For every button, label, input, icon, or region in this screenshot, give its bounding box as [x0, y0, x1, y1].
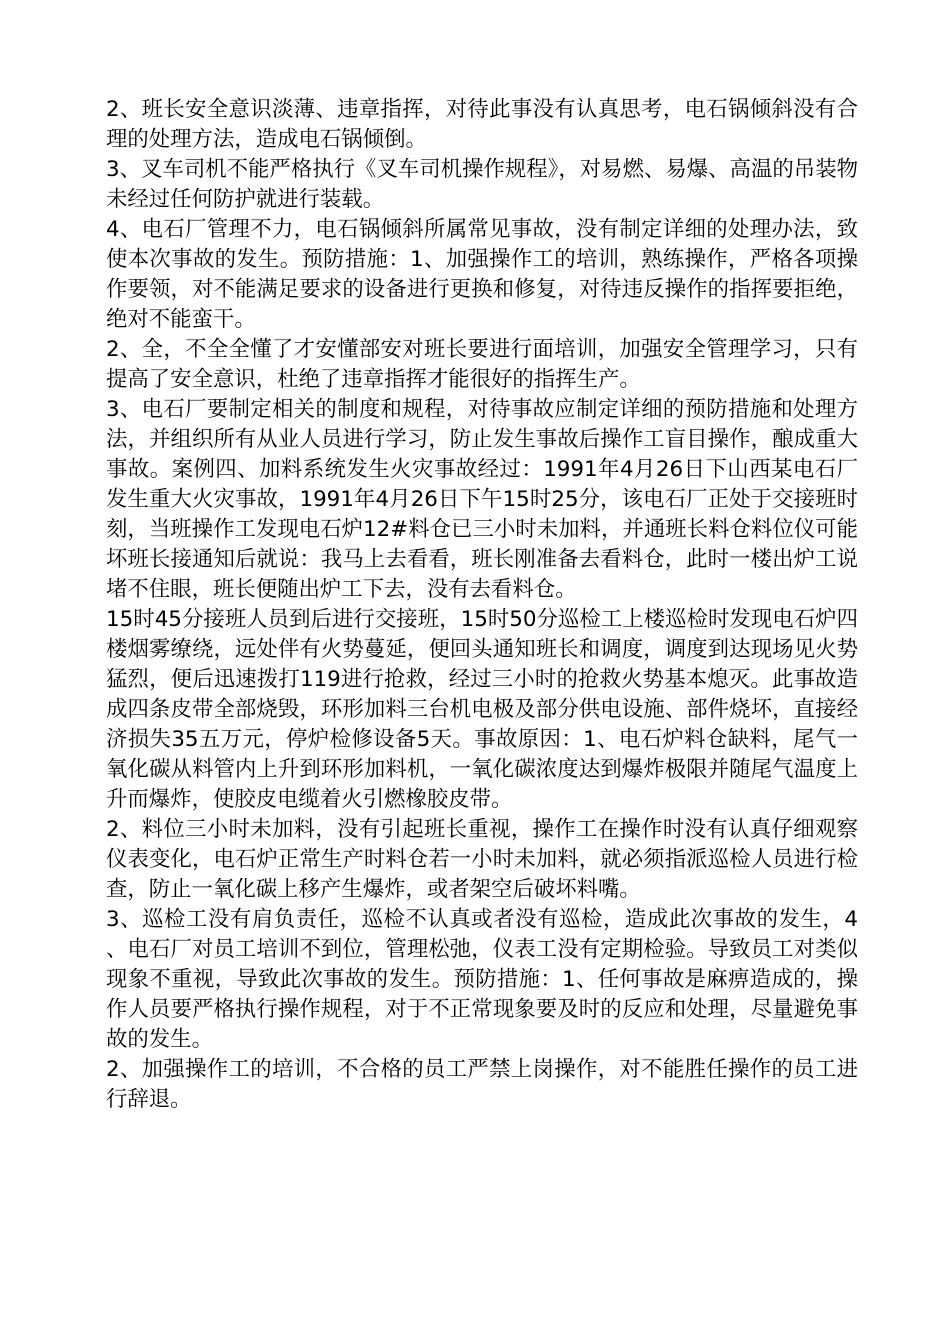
paragraph-1: 2、班长安全意识淡薄、违章指挥，对待此事没有认真思考，电石锅倾斜没有合理的处理方法，造成电石锅倾倒。	[106, 97, 858, 152]
paragraph-3: 4、电石厂管理不力，电石锅倾斜所属常见事故，没有制定详细的处理办法，致使本次事故的发生。预防措施：1、加强操作工的培训，熟练操作，严格各项操作要领，对不能满足要求的设备进行更换和修复，对待违反操作的指挥要拒绝，绝对不能蛮干。	[106, 217, 858, 332]
paragraph-5: 3、电石厂要制定相关的制度和规程，对待事故应制定详细的预防措施和处理方法，并组织所有从业人员进行学习，防止发生事故后操作工盲目操作，酿成重大事故。案例四、加料系统发生火灾事故经过：1991年4月26日下山西某电石厂发生重大火灾事故，1991年4月26日下午15时25分，该电石厂正处于交接班时刻，当班操作工发现电石炉12#料仓已三小时未加料，并通班长料仓料位仪可能坏班长接通知后就说：我马上去看看，班长刚准备去看料仓，此时一楼出炉工说堵不住眼，班长便随出炉工下去，没有去看料仓。	[106, 397, 858, 602]
paragraph-8: 3、巡检工没有肩负责任，巡检不认真或者没有巡检，造成此次事故的发生，4、电石厂对员工培训不到位，管理松弛，仪表工没有定期检验。导致员工对类似现象不重视，导致此次事故的发生。预防措施：1、任何事故是麻痹造成的，操作人员要严格执行操作规程，对于不正常现象要及时的反应和处理，尽量避免事故的发生。	[106, 907, 858, 1052]
paragraph-2: 3、叉车司机不能严格执行《叉车司机操作规程》，对易燃、易爆、高温的吊装物未经过任何防护就进行装载。	[106, 157, 858, 212]
document-body	[106, 95, 858, 1115]
paragraph-6: 15时45分接班人员到后进行交接班，15时50分巡检工上楼巡检时发现电石炉四楼烟雾缭绕，远处伴有火势蔓延，便回头通知班长和调度，调度到达现场见火势猛烈，便后迅速拨打119进行抢救，经过三小时的抢救火势基本熄灭。此事故造成四条皮带全部烧毁，环形加料三台机电极及部分供电设施、部件烧坏，直接经济损失35五万元，停炉检修设备5天。事故原因：1、电石炉料仓缺料，尾气一氧化碳从料管内上升到环形加料机，一氧化碳浓度达到爆炸极限并随尾气温度上升而爆炸，使胶皮电缆着火引燃橡胶皮带。	[106, 607, 858, 812]
paragraph-9: 2、加强操作工的培训，不合格的员工严禁上岗操作，对不能胜任操作的员工进行辞退。	[106, 1057, 858, 1112]
paragraph-4: 2、全，不全全懂了才安懂部安对班长要进行面培训，加强安全管理学习，只有提高了安全意识，杜绝了违章指挥才能很好的指挥生产。	[106, 337, 858, 392]
paragraph-7: 2、料位三小时未加料，没有引起班长重视，操作工在操作时没有认真仔细观察仪表变化，电石炉正常生产时料仓若一小时未加料，就必须指派巡检人员进行检查，防止一氧化碳上移产生爆炸，或者架空后破坏料嘴。	[106, 817, 858, 902]
